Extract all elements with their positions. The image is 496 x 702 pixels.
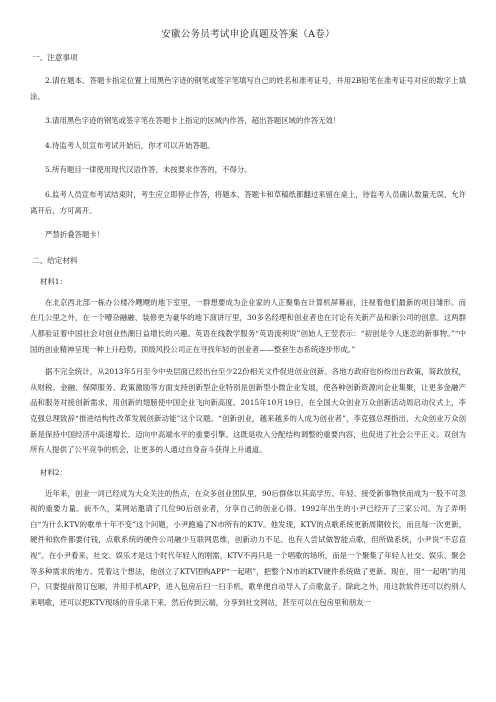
notes-list xyxy=(30,73,466,243)
material-1-label: 材料1： xyxy=(40,276,67,286)
note-item: 4.待监考人员宣布考试开始后，你才可以开始答题。 xyxy=(45,140,215,150)
material-2-label: 材料2： xyxy=(40,467,67,477)
document-title: 安徽公务员考试申论真题及答案（A卷） xyxy=(161,29,335,40)
material-1-paragraph: 据不完全统计，从2013年5月至今中央层面已经出台至少22份相关文件促进创业创新。各地方政府也纷纷出台政策，简政放权，从财税、金融、保障服务、政策激励等方面支持创新型企业特别是创新型小微企业发展，使各种创新资源向企业集聚，让更多金融产品和服务对接创新需求，用创新的翅膀使中国企业飞向新高度。2015年10月19日，在全国大众创业万众创新活动周启动仪式上，李克强总理致辞“推进结构性改革发展创新动能”这个议题。“创新创业，越来越多的人成为创业者”，李克强总理指出，大众创业万众创新是保持中国经济中高速增长、迈向中高端水平的重要引擎。这既是收入分配结构调整的重要内容，也促进了社会公平正义。双创为所有人提供了公平竞争的机会，让更多的人通过自身奋斗获得上升通道。 xyxy=(30,367,466,455)
note-item: 2.请在题本、答题卡指定位置上用黑色字迹的钢笔或签字笔填写自己的姓名和准考证号，并用2B铅笔在准考证号对应的数字上填涂。 xyxy=(30,76,466,101)
note-item: 6.监考人员宣布考试结束时，考生应立即停止作答，将题本、答题卡和草稿纸都翻过来留在桌上，待监考人员确认数量无误、允许离开后，方可离开。 xyxy=(30,189,466,215)
material-2-paragraph: 近年来，创业一词已经成为大众关注的热点，在众多创业团队里，90后群体以其高学历、年轻、接受新事物快而成为一股不可忽视的重要力量。前不久，某网站邀请了几位90后创业者，分享自己的创业心得。1992年出生的小尹已经开了三家公司。为了弄明白“为什么KTV的歌单十年不变”这个问题，小尹跑遍了N市所有的KTV。他发现，KTV的点歌系统更新周期较长，而且每一次更新，硬件和软件都要付钱，点歌系统的硬件公司融少互联网思维，创新动力不足。也有人尝试做智能点歌，但所做系统，小尹说“不忍直视”。在小尹看来，社交、娱乐才是这个时代年轻人的刚需，KTV不再只是一个唱歌的场所，而是一个聚集了年轻人社交、娱乐、聚会等多种需求的地方。凭着这个想法，他创立了KTV团购APP“一起唱”，把整个N市的KTV硬件系统做了更新。现在，用“一起唱”的用户，只要提前预订包厢，并用手机APP，进入包房后扫一扫手机，歌单便自动导入了点歌盒子。除此之外，用这款软件还可以约别人来唱歌，还可以把KTV现场的音乐录下来，然后传到云端，分享到社交网站，甚至可以在包房里和朋友一 xyxy=(30,488,466,607)
section-heading-materials: 二、给定材料 xyxy=(32,255,78,265)
note-item: 5.所有题目一律使用现代汉语作答，未按要求作答的，不得分。 xyxy=(45,165,252,175)
note-item: 3.请用黑色字迹的钢笔或签字笔在答题卡上指定的区域内作答，超出答题区域的作答无效！ xyxy=(45,116,341,126)
note-item: 严禁折叠答题卡！ xyxy=(45,230,105,240)
material-1-paragraph: 在北京西北部一栋办公楼冷飕飕的地下室里，一群想要成为企业家的人正聚集在计算机屏幕前，注视着他们最新的项目雏形。而在几公里之外，在一个嘈杂融融、装修更为豪华的地下演讲厅里，30多名经理和创业者也在讨论有关新产品和新公司的创意。这两群人都验证着中国社会对创业热潮日益增长的兴趣。英语在线教学服务“英语流利说”创始人王翌表示：“初创是令人迷恋的新事物。”“中国的创业精神呈现一种上升趋势。顶级风投公司正在寻找年轻的创业者——整套生态系统逐步形成。” xyxy=(30,297,466,354)
section-heading-notes: 一、注意事项 xyxy=(32,53,78,62)
